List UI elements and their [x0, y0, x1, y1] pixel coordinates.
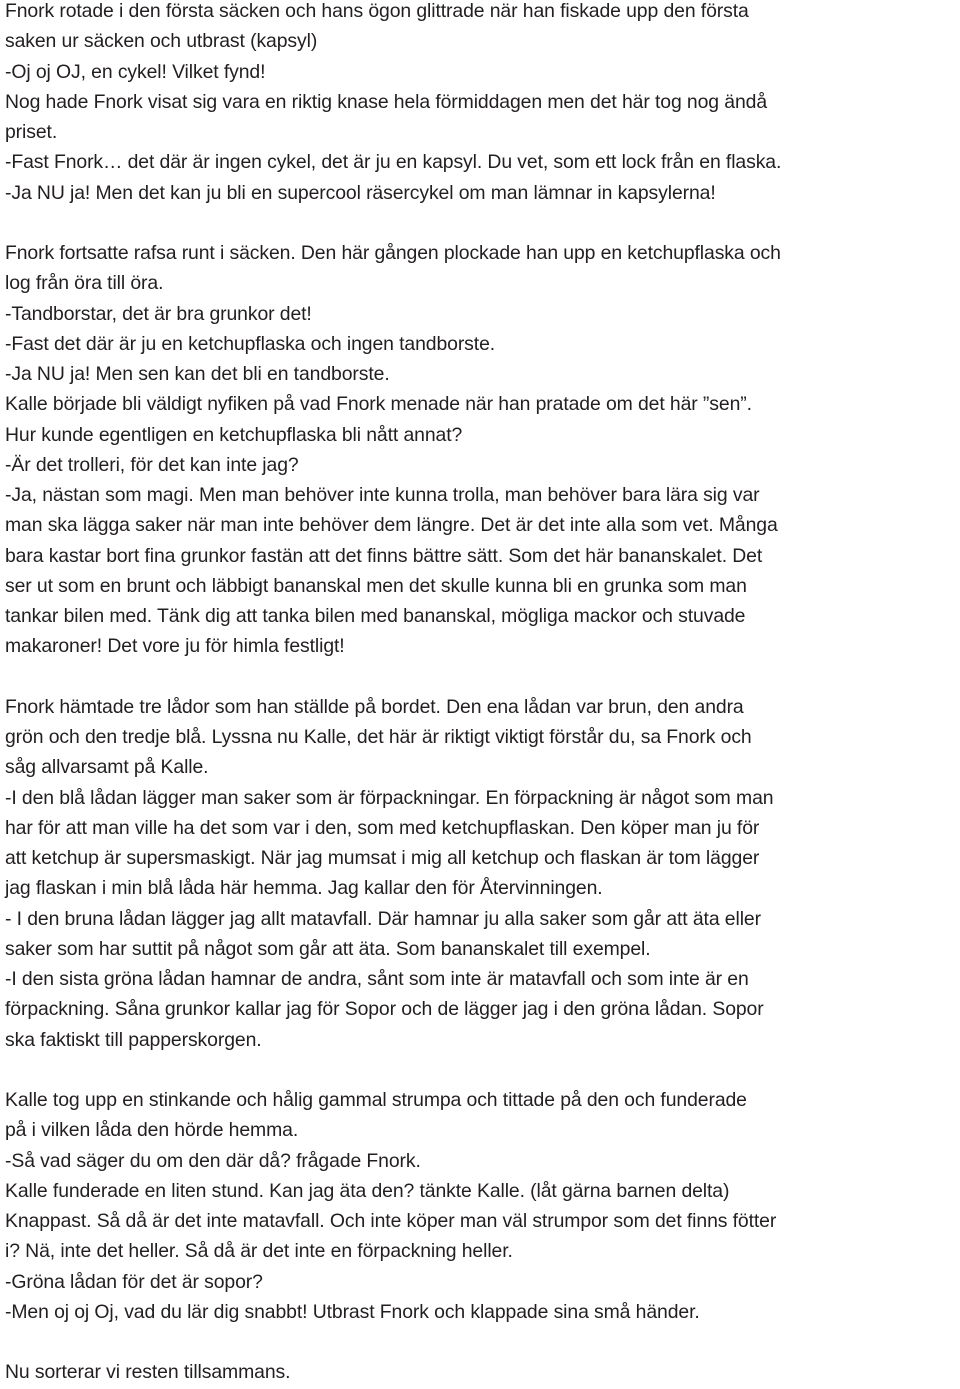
text-line: -Ja, nästan som magi. Men man behöver inte kunna trolla, man behöver bara lära sig var	[5, 484, 760, 506]
paragraph-gap	[5, 208, 957, 238]
text-line: Kalle funderade en liten stund. Kan jag äta den? tänkte Kalle. (låt gärna barnen delta)	[5, 1179, 730, 1202]
text-line: tankar bilen med. Tänk dig att tanka bilen med bananskal, mögliga mackor och stuvade	[5, 605, 746, 627]
text-line: att ketchup är supersmaskigt. När jag mumsat i mig all ketchup och flaskan är tom lägger	[5, 847, 760, 869]
paragraph-gap	[5, 1327, 957, 1357]
paragraph	[5, 1085, 957, 1327]
document-body	[5, 0, 957, 1388]
text-line: -I den blå lådan lägger man saker som är förpackningar. En förpackning är något som man	[5, 786, 774, 809]
text-line: -Fast Fnork… det där är ingen cykel, det är ju en kapsyl. Du vet, som ett lock från en flaska.	[5, 151, 782, 174]
text-line: -Är det trolleri, för det kan inte jag?	[5, 453, 299, 476]
text-line: Kalle började bli väldigt nyfiken på vad Fnork menade när han pratade om det här ”sen”.	[5, 393, 752, 416]
text-line: ser ut som en brunt och läbbigt bananskal men det skulle kunna bli en grunka som man	[5, 574, 747, 597]
text-line: Hur kunde egentligen en ketchupflaska bli nått annat?	[5, 423, 463, 446]
text-line: har för att man ville ha det som var i den, som med ketchupflaskan. Den köper man ju för	[5, 816, 760, 839]
text-line: saken ur säcken och utbrast (kapsyl)	[5, 30, 318, 53]
paragraph	[5, 692, 957, 1055]
text-line: -Tandborstar, det är bra grunkor det!	[5, 302, 312, 325]
text-line: -Gröna lådan för det är sopor?	[5, 1270, 263, 1293]
text-line: log från öra till öra.	[5, 272, 164, 295]
paragraph-gap	[5, 662, 957, 692]
text-line: -Så vad säger du om den där då? frågade Fnork.	[5, 1149, 421, 1172]
text-line: bara kastar bort fina grunkor fastän att det finns bättre sätt. Som det här bananskalet. Det	[5, 544, 763, 567]
text-line: -I den sista gröna lådan hamnar de andra, sånt som inte är matavfall och som inte är en	[5, 968, 749, 990]
text-line: i? Nä, inte det heller. Så då är det inte en förpackning heller.	[5, 1240, 513, 1263]
text-line: Nu sorterar vi resten tillsammans.	[5, 1361, 291, 1384]
text-line: såg allvarsamt på Kalle.	[5, 756, 209, 779]
paragraph	[5, 0, 957, 208]
text-line: makaroner! Det vore ju för himla festligt!	[5, 635, 345, 658]
text-line: jag flaskan i min blå låda här hemma. Jag kallar den för Återvinningen.	[5, 877, 603, 900]
text-line: grön och den tredje blå. Lyssna nu Kalle, det här är riktigt viktigt förstår du, sa Fnork och	[5, 726, 752, 748]
text-line: Fnork hämtade tre lådor som han ställde på bordet. Den ena lådan var brun, den andra	[5, 695, 744, 718]
text-line: Fnork fortsatte rafsa runt i säcken. Den här gången plockade han upp en ketchupflaska och	[5, 242, 781, 264]
paragraph-gap	[5, 1055, 957, 1085]
text-line: -Ja NU ja! Men sen kan det bli en tandborste.	[5, 363, 390, 385]
text-line: -Fast det där är ju en ketchupflaska och ingen tandborste.	[5, 332, 496, 355]
text-line: - I den bruna lådan lägger jag allt matavfall. Där hamnar ju alla saker som går att äta eller	[5, 907, 761, 930]
text-line: man ska lägga saker när man inte behöver dem längre. Det är det inte alla som vet. Många	[5, 514, 778, 537]
text-line: -Men oj oj Oj, vad du lär dig snabbt! Utbrast Fnork och klappade sina små händer.	[5, 1300, 700, 1323]
text-line: -Ja NU ja! Men det kan ju bli en supercool räsercykel om man lämnar in kapsylerna!	[5, 181, 716, 204]
text-line: Fnork rotade i den första säcken och hans ögon glittrade när han fiskade upp den första	[5, 0, 749, 22]
text-line: saker som har suttit på något som går att äta. Som bananskalet till exempel.	[5, 937, 651, 960]
text-line: förpackning. Såna grunkor kallar jag för Sopor och de lägger jag i den gröna lådan. Sopor	[5, 998, 764, 1021]
text-line: Knappast. Så då är det inte matavfall. Och inte köper man väl strumpor som det finns fötter	[5, 1210, 777, 1232]
text-line: Nog hade Fnork visat sig vara en riktig knase hela förmiddagen men det här tog nog ändå	[5, 90, 768, 113]
text-line: Kalle tog upp en stinkande och hålig gammal strumpa och tittade på den och funderade	[5, 1089, 747, 1111]
text-line: ska faktiskt till papperskorgen.	[5, 1028, 262, 1051]
text-line: priset.	[5, 121, 58, 143]
paragraph	[5, 1357, 957, 1387]
text-line: på i vilken låda den hörde hemma.	[5, 1119, 299, 1142]
text-line: -Oj oj OJ, en cykel! Vilket fynd!	[5, 60, 266, 83]
paragraph	[5, 238, 957, 662]
